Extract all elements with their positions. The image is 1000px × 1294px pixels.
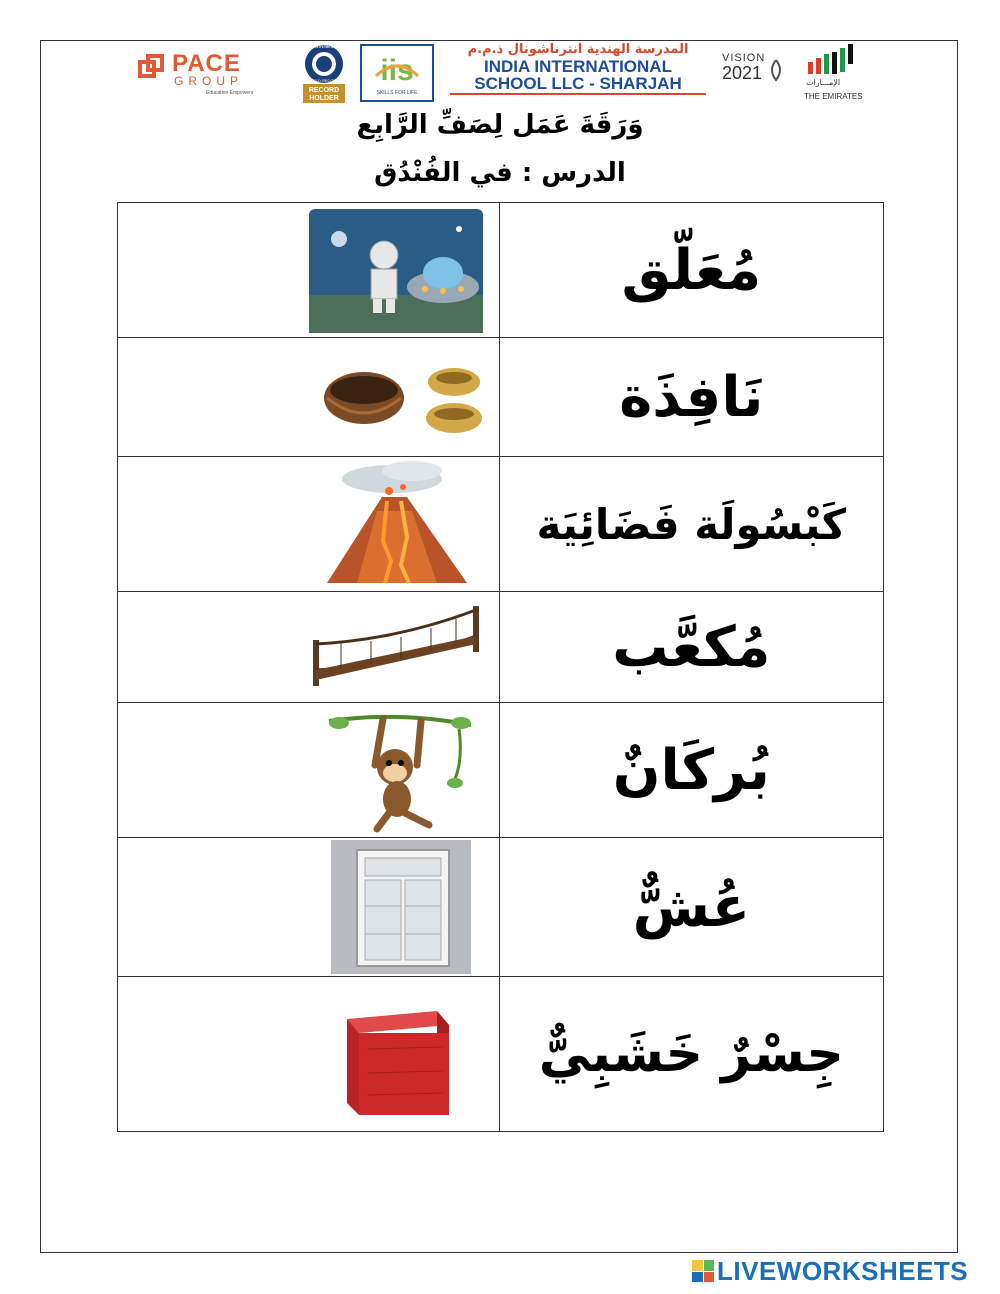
vocab-word: مُكعَّب [612,614,771,680]
monkey-hanging-icon[interactable] [325,709,475,833]
pace-mark-icon [138,54,166,82]
word-cell[interactable] [499,592,883,703]
picture-cell[interactable] [297,977,500,1132]
iis-tagline: SKILLS FOR LIFE [376,90,418,96]
school-name-block [442,42,714,104]
answer-cell[interactable] [118,203,297,338]
vocab-word: بُركَانٌ [612,737,770,803]
volcano-icon[interactable] [317,461,477,585]
guinness-line2: WORLD RECORDS [305,78,343,83]
lesson-title: الدرس : في الفُنْدُق [374,158,626,188]
worksheet-title: وَرَقَةَ عَمَل لِصَفِّ الرَّابِع [356,110,644,140]
answer-cell[interactable] [118,838,297,977]
bird-nest-icon[interactable] [319,358,489,438]
school-underline [450,93,706,95]
table-row [118,338,884,457]
vocab-word: نَافِذَة [619,364,764,430]
rope-bridge-icon[interactable] [301,600,491,690]
vocab-word: جِسْرٌ خَشَبِيٌّ [538,1024,844,1084]
word-cell[interactable] [499,338,883,457]
pace-tagline: Education Empowers [206,90,254,96]
liveworksheets-brand: LIVEWORKSHEETS [717,1255,969,1286]
school-name-english-line2: SCHOOL LLC - SHARJAH [474,74,682,93]
word-cell[interactable] [499,457,883,592]
table-row [118,457,884,592]
red-cube-icon[interactable] [327,989,467,1119]
guinness-badge1: RECORD [308,87,340,94]
picture-cell[interactable] [297,203,500,338]
answer-cell[interactable] [118,703,297,838]
uae-stripes-icon [806,44,866,76]
guinness-line1: GUINNESS [310,44,338,50]
astronaut-spaceship-icon[interactable] [309,209,489,333]
guinness-badge2: HOLDER [309,95,339,102]
iis-logo-text: iis [380,54,414,87]
vocab-word: كَبْسُولَة فَضَائِيَة [536,499,847,549]
iis-mark-icon [362,46,432,100]
answer-cell[interactable] [118,457,297,592]
picture-cell[interactable] [297,592,500,703]
table-row [118,592,884,703]
table-row [118,838,884,977]
picture-cell[interactable] [297,457,500,592]
guinness-record-holder-logo [300,44,348,104]
iis-logo [360,44,434,102]
table-row [118,203,884,338]
liveworksheets-footer[interactable] [692,1256,968,1286]
vocab-word: عُشٌّ [632,874,751,940]
answer-cell[interactable] [118,977,297,1132]
pace-group-logo [138,50,288,96]
pace-group-text: GROUP [174,74,244,88]
word-cell[interactable] [499,977,883,1132]
window-icon[interactable] [331,840,471,974]
uae-english: THE EMIRATES [804,92,863,101]
picture-cell[interactable] [297,838,500,977]
picture-cell[interactable] [297,703,500,838]
school-name-english-line1: INDIA INTERNATIONAL [484,57,672,76]
vision-2021-logo [722,52,790,98]
the-emirates-logo [802,44,870,102]
logo-bar [130,42,870,106]
answer-cell[interactable] [118,592,297,703]
vision-label: VISION [722,52,766,64]
uae-arabic: الإمـــارات [806,78,841,87]
school-name-arabic: المدرسة الهندية انترناشونال ذ.م.م [467,42,689,57]
vocab-word: مُعَلّق [621,237,762,303]
table-row [118,977,884,1132]
word-picture-table [117,202,884,1132]
liveworksheets-logo-icon [692,1260,714,1282]
table-row [118,703,884,838]
vision-year: 2021 [722,63,763,83]
word-cell[interactable] [499,203,883,338]
answer-cell[interactable] [118,338,297,457]
pace-name: PACE [172,50,241,77]
vision-emblem-icon [766,58,786,82]
picture-cell[interactable] [297,338,500,457]
word-cell[interactable] [499,838,883,977]
word-cell[interactable] [499,703,883,838]
